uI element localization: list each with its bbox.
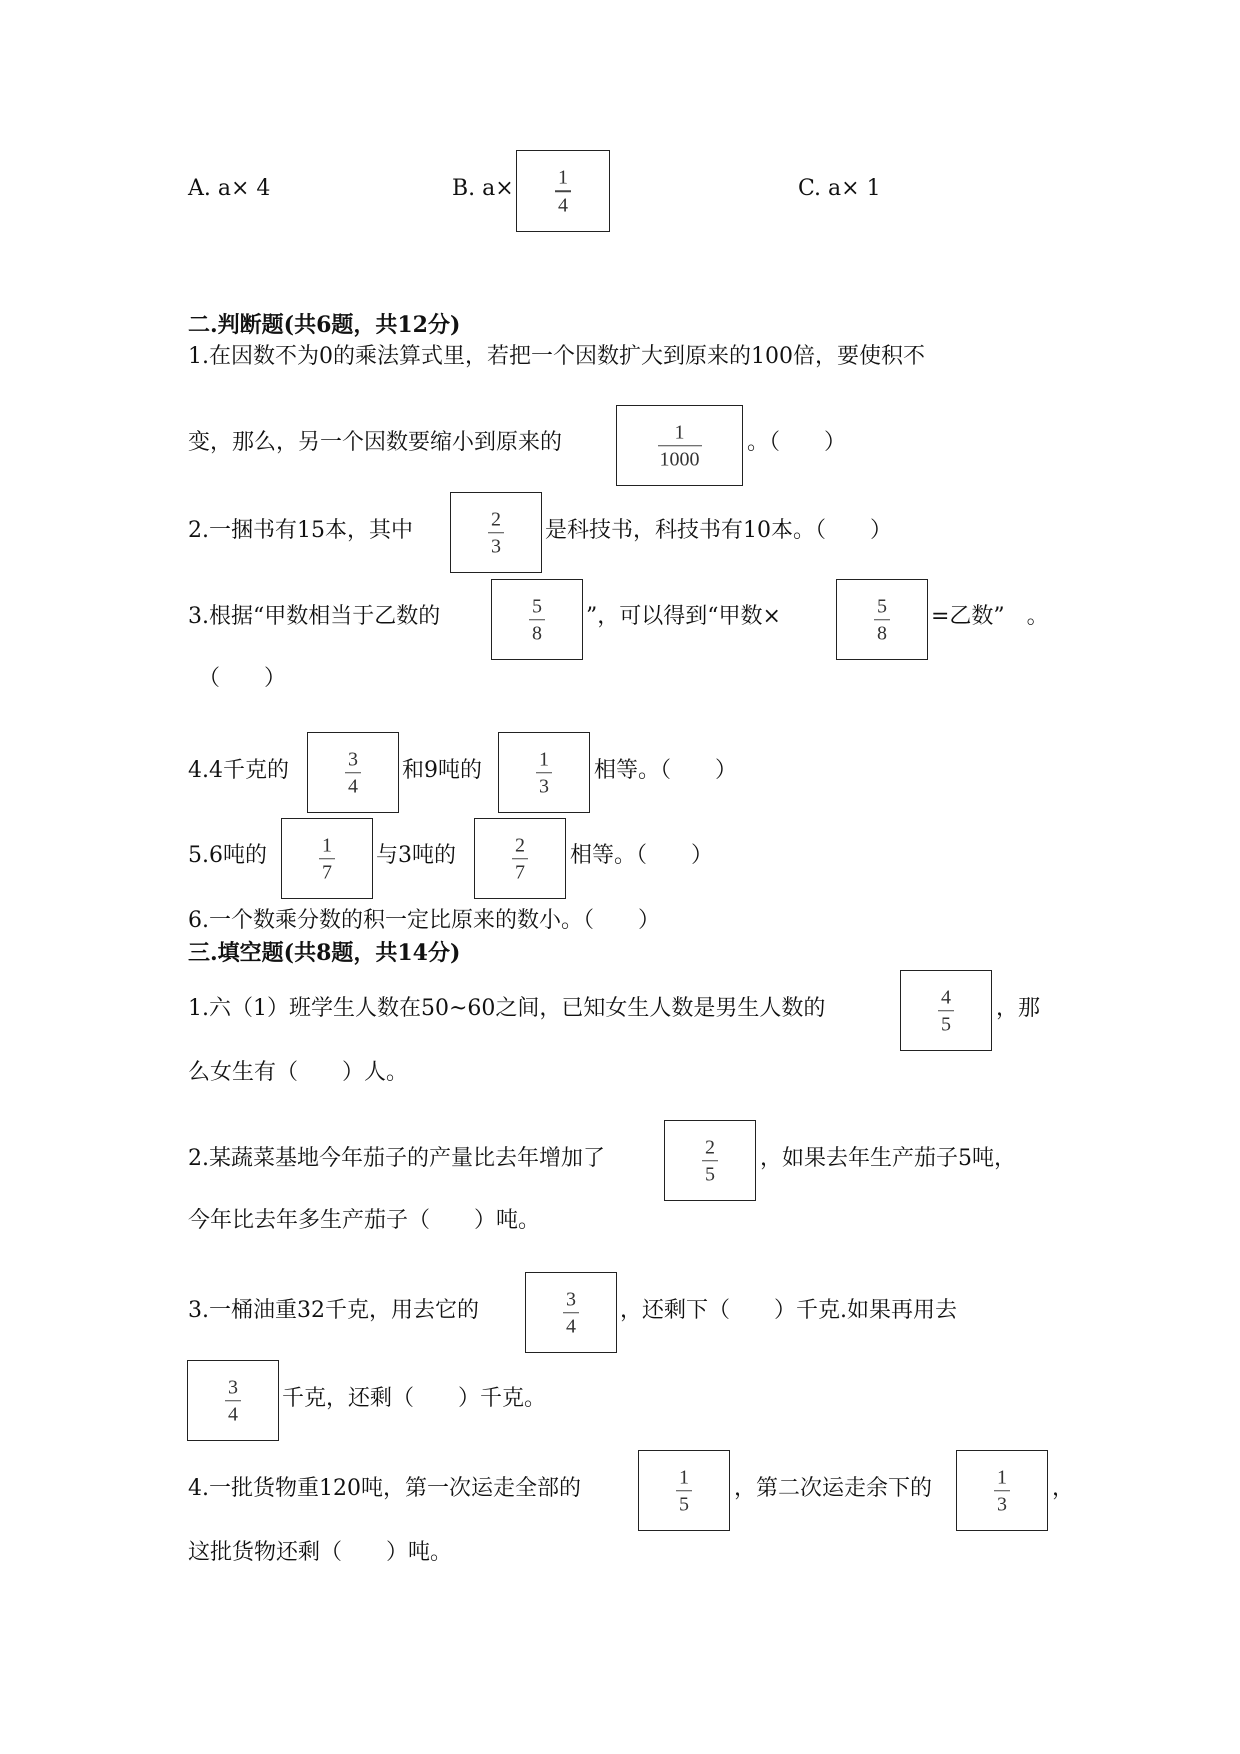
fraction-box <box>516 150 610 232</box>
fraction <box>512 834 528 884</box>
answer-blank: （ ） <box>198 666 287 691</box>
fraction <box>874 595 890 645</box>
denominator: 1000 <box>659 448 700 471</box>
question-text: 2.某蔬菜基地今年茄子的产量比去年增加了 <box>188 1146 605 1171</box>
numerator: 5 <box>877 594 887 617</box>
fraction-box <box>525 1272 617 1353</box>
fraction-box <box>900 970 992 1051</box>
fraction-bar <box>529 619 545 621</box>
fraction-bar <box>563 1312 579 1314</box>
denominator: 5 <box>705 1163 715 1186</box>
denominator: 7 <box>515 861 525 884</box>
question-text: 5.6吨的 <box>188 843 267 868</box>
fraction-bar <box>225 1400 241 1402</box>
fraction-box <box>638 1450 730 1531</box>
fraction-box <box>616 405 743 486</box>
fraction-bar <box>994 1490 1010 1492</box>
choice-b-prefix: B. a× <box>452 176 514 201</box>
answer-blank: 。（ ） <box>747 430 847 455</box>
numerator: 2 <box>491 507 501 530</box>
question-text: ，第二次运走余下的 <box>734 1476 933 1501</box>
fraction-bar <box>488 532 504 534</box>
fraction <box>938 986 954 1036</box>
numerator: 1 <box>322 833 332 856</box>
fraction-bar <box>938 1010 954 1012</box>
fraction <box>555 166 571 216</box>
fraction <box>225 1376 241 1426</box>
fraction-bar <box>512 858 528 860</box>
fraction-bar <box>658 445 702 447</box>
section-heading: 二.判断题(共6题，共12分) <box>188 312 461 338</box>
question-text: 变，那么，另一个因数要缩小到原来的 <box>188 430 563 455</box>
numerator: 1 <box>679 1465 689 1488</box>
question-text: 3.一桶油重32千克，用去它的 <box>188 1298 479 1323</box>
question-text: =乙数” 。 <box>931 604 1049 629</box>
question-text: 1.在因数不为0的乘法算式里，若把一个因数扩大到原来的100倍，要使积不 <box>188 344 925 369</box>
fraction-bar <box>702 1160 718 1162</box>
numerator: 4 <box>941 985 951 1008</box>
fraction <box>702 1136 718 1186</box>
fraction-box <box>474 818 566 899</box>
numerator: 1 <box>997 1465 1007 1488</box>
fraction-bar <box>345 772 361 774</box>
fraction-box <box>187 1360 279 1441</box>
fraction <box>319 834 335 884</box>
question-text: 千克，还剩（ ）千克。 <box>282 1386 547 1411</box>
fraction <box>529 595 545 645</box>
numerator: 1 <box>558 166 568 189</box>
fraction-bar <box>676 1490 692 1492</box>
fraction-bar <box>555 190 571 192</box>
question-text: 么女生有（ ）人。 <box>188 1060 409 1085</box>
question-text: 与3吨的 <box>376 843 456 868</box>
fraction-box <box>498 732 590 813</box>
question-text: ，那 <box>996 996 1041 1021</box>
fraction <box>536 748 552 798</box>
fraction <box>563 1288 579 1338</box>
choice-c: C. a× 1 <box>798 176 881 201</box>
denominator: 8 <box>877 622 887 645</box>
question-text: 和9吨的 <box>402 758 482 783</box>
fraction-box <box>307 732 399 813</box>
fraction <box>994 1466 1010 1516</box>
question-text: ， <box>1052 1476 1075 1501</box>
fraction-bar <box>874 619 890 621</box>
question-text: 6.一个数乘分数的积一定比原来的数小。（ ） <box>188 908 660 933</box>
denominator: 4 <box>566 1315 576 1338</box>
fraction-box <box>836 579 928 660</box>
fraction <box>488 508 504 558</box>
denominator: 8 <box>532 622 542 645</box>
fraction-box <box>281 818 373 899</box>
question-text: 相等。（ ） <box>594 758 738 783</box>
denominator: 4 <box>228 1403 238 1426</box>
numerator: 1 <box>674 420 685 443</box>
question-text: 4.4千克的 <box>188 758 289 783</box>
denominator: 4 <box>348 775 358 798</box>
question-text: 这批货物还剩（ ）吨。 <box>188 1540 453 1565</box>
question-text: ，还剩下（ ）千克.如果再用去 <box>620 1298 957 1323</box>
question-text: 今年比去年多生产茄子（ ）吨。 <box>188 1208 541 1233</box>
question-text: 相等。（ ） <box>570 843 714 868</box>
fraction-box <box>491 579 583 660</box>
numerator: 3 <box>348 747 358 770</box>
question-text: 1.六（1）班学生人数在50~60之间，已知女生人数是男生人数的 <box>188 996 826 1021</box>
denominator: 3 <box>491 535 501 558</box>
choice-a: A. a× 4 <box>188 176 271 201</box>
denominator: 3 <box>539 775 549 798</box>
question-text: 4.一批货物重120吨，第一次运走全部的 <box>188 1476 581 1501</box>
question-text: 3.根据“甲数相当于乙数的 <box>188 604 441 629</box>
numerator: 3 <box>228 1375 238 1398</box>
fraction-box <box>956 1450 1048 1531</box>
question-text: ”，可以得到“甲数× <box>586 604 781 629</box>
denominator: 5 <box>679 1493 689 1516</box>
denominator: 5 <box>941 1013 951 1036</box>
fraction-bar <box>319 858 335 860</box>
fraction-bar <box>536 772 552 774</box>
fraction <box>345 748 361 798</box>
section-heading: 三.填空题(共8题，共14分) <box>188 940 461 966</box>
numerator: 2 <box>515 833 525 856</box>
denominator: 4 <box>558 193 568 216</box>
numerator: 1 <box>539 747 549 770</box>
numerator: 2 <box>705 1135 715 1158</box>
denominator: 3 <box>997 1493 1007 1516</box>
question-text: 2.一捆书有15本，其中 <box>188 518 413 543</box>
fraction-box <box>664 1120 756 1201</box>
question-text: ，如果去年生产茄子5吨， <box>760 1146 1016 1171</box>
numerator: 3 <box>566 1287 576 1310</box>
denominator: 7 <box>322 861 332 884</box>
fraction-box <box>450 492 542 573</box>
numerator: 5 <box>532 594 542 617</box>
fraction <box>676 1466 692 1516</box>
question-text: 是科技书，科技书有10本。（ ） <box>545 518 892 543</box>
fraction <box>658 421 702 471</box>
